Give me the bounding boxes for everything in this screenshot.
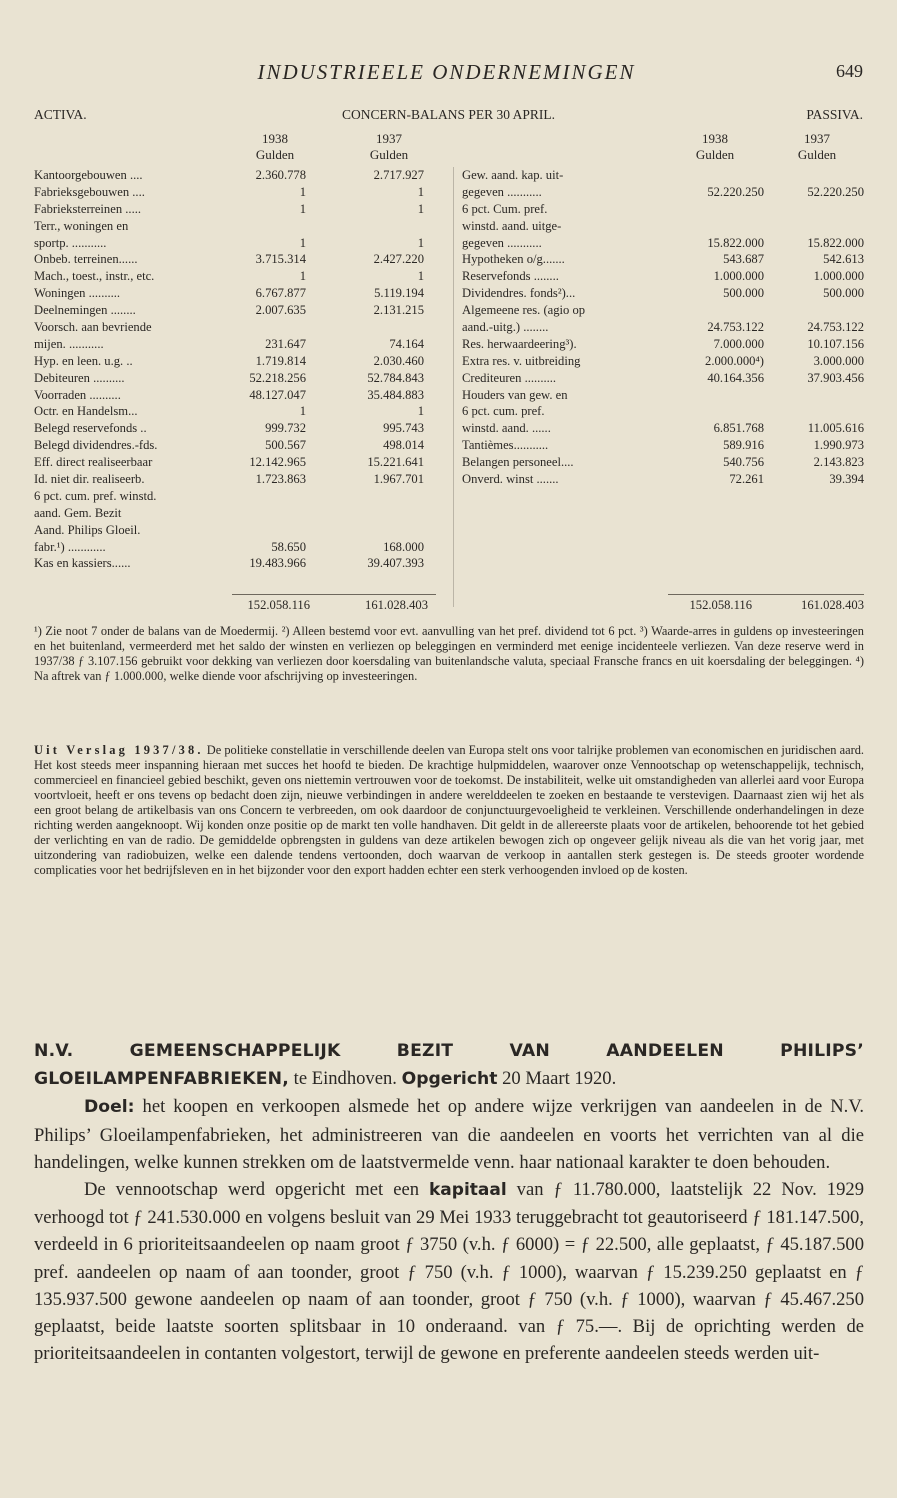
activa-total-rule xyxy=(232,594,436,595)
value-1937: 498.014 xyxy=(383,438,424,453)
activa-row xyxy=(34,370,440,387)
value-1937: 15.822.000 xyxy=(807,235,864,250)
passiva-row xyxy=(462,336,864,353)
value-1938: 52.220.250 xyxy=(707,184,764,199)
activa-row xyxy=(34,403,440,420)
balance-title: CONCERN-BALANS PER 30 APRIL. xyxy=(341,107,556,122)
row-label: 6 pct. cum. pref. winstd. xyxy=(34,488,157,503)
row-label: Gew. aand. kap. uit- xyxy=(462,168,564,182)
row-label: fabr.¹) ............ xyxy=(34,539,106,554)
row-label: Id. niet dir. realiseerb. xyxy=(34,472,145,487)
doel-text: het koopen en verkoopen alsmede het op andere wijze verkrijgen van aandeelen in de N.V. Philips’ Gloeilampenfabrieken, het administreeren van die aandeelen en voorts het verrichten van al die handelingen, welke kunnen strekken om de laatstvermelde venn. haar nationaal karakter te doen behouden. xyxy=(34,1096,864,1173)
value-1937: 37.903.456 xyxy=(807,370,864,385)
passiva-row xyxy=(462,184,864,201)
activa-row xyxy=(34,201,440,218)
activa-col-1937-header xyxy=(354,131,424,163)
capital-text: van ƒ 11.780.000, laatstelijk 22 Nov. 1929 verhoogd tot ƒ 241.530.000 en volgens besluit van 29 Mei 1933 teruggebracht tot geautoriseerd ƒ 181.147.500, verdeeld in 6 prioriteitsaandeelen op naam groot ƒ 3750 (v.h. ƒ 6000) = ƒ 22.500, alle geplaatst, ƒ 45.187.500 pref. aandeelen op naam of aan toonder, groot ƒ 750 (v.h. ƒ 1000), waarvan ƒ 15.239.250 geplaatst en ƒ 135.937.500 gewone aandeelen op naam of aan toonder, groot ƒ 750 (v.h. ƒ 1000), waarvan ƒ 45.467.250 geplaatst, beide laatste soorten splitsbaar in 10 onderaand. van ƒ 75.—. Bij de oprichting werden de prioriteitsaandeelen in contanten volgestort, terwijl de gewone en preferente aandeelen steeds werden uit- xyxy=(34,1179,864,1365)
founded-label: Opgericht xyxy=(401,1069,498,1090)
row-label: sportp. ........... xyxy=(34,235,107,250)
row-label: mijen. ........... xyxy=(34,336,104,351)
value-1938: 3.715.314 xyxy=(255,252,306,267)
company-name: N.V. GEMEENSCHAPPELIJK BEZIT VAN AANDEELEN PHILIPS’ GLOEILAMPENFABRIEKEN, xyxy=(34,1041,864,1090)
activa-label: ACTIVA. xyxy=(34,107,87,122)
passiva-row xyxy=(462,437,864,454)
annual-report-excerpt xyxy=(34,743,864,878)
value-1938: 1.723.863 xyxy=(255,472,306,487)
capital-paragraph xyxy=(34,1176,864,1367)
value-1937: 3.000.000 xyxy=(813,353,864,368)
row-label: 6 pct. Cum. pref. xyxy=(462,201,548,216)
activa-row xyxy=(34,387,440,404)
value-1937: 2.143.823 xyxy=(813,455,864,470)
activa-row xyxy=(34,555,440,572)
value-1938: 1.719.814 xyxy=(255,353,306,368)
row-label: Terr., woningen en xyxy=(34,218,129,233)
value-1937: 542.613 xyxy=(823,252,864,267)
value-1938: 1 xyxy=(299,269,306,284)
activa-row xyxy=(34,285,440,302)
row-label: Hyp. en leen. u.g. .. xyxy=(34,353,133,368)
row-label: Dividendres. fonds²)... xyxy=(462,286,576,301)
doel-label: Doel: xyxy=(84,1097,135,1118)
value-1938: 48.127.047 xyxy=(249,387,306,402)
passiva-row xyxy=(462,454,864,471)
passiva-row xyxy=(462,167,864,184)
doel-paragraph xyxy=(34,1093,864,1176)
column-divider xyxy=(453,167,454,607)
value-1938: 1 xyxy=(299,404,306,419)
row-label: gegeven ........... xyxy=(462,184,542,199)
year-label: 1938 xyxy=(262,131,288,146)
row-label: 6 pct. cum. pref. xyxy=(462,404,545,419)
value-1937: 2.717.927 xyxy=(373,168,424,182)
row-label: aand. Gem. Bezit xyxy=(34,505,122,520)
value-1937: 1.967.701 xyxy=(373,472,424,487)
row-label: Eff. direct realiseerbaar xyxy=(34,455,153,470)
value-1938: 540.756 xyxy=(723,455,764,470)
value-1938: 72.261 xyxy=(729,472,764,487)
founded-date: 20 Maart 1920. xyxy=(497,1068,617,1090)
passiva-total-1938: 152.058.116 xyxy=(689,598,752,612)
passiva-row xyxy=(462,471,864,488)
activa-row xyxy=(34,167,440,184)
activa-row xyxy=(34,539,440,556)
value-1937: 1.000.000 xyxy=(813,269,864,284)
passiva-row xyxy=(462,235,864,252)
value-1937: 1 xyxy=(417,404,424,419)
value-1938: 12.142.965 xyxy=(249,455,306,470)
row-label: Houders van gew. en xyxy=(462,387,568,402)
row-label: Tantièmes........... xyxy=(462,438,549,453)
value-1938: 1 xyxy=(299,201,306,216)
value-1937: 15.221.641 xyxy=(367,455,424,470)
balance-caption xyxy=(34,107,863,125)
value-1938: 543.687 xyxy=(723,252,764,267)
row-label: Crediteuren .......... xyxy=(462,370,557,385)
year-label: 1937 xyxy=(804,131,830,146)
passiva-row xyxy=(462,353,864,370)
value-1937: 5.119.194 xyxy=(374,286,424,301)
value-1937: 35.484.883 xyxy=(367,387,424,402)
activa-row xyxy=(34,336,440,353)
value-1937: 168.000 xyxy=(383,539,424,554)
activa-row xyxy=(34,505,440,522)
activa-row xyxy=(34,235,440,252)
capital-intro: De vennootschap werd opgericht met een xyxy=(84,1179,429,1201)
row-label: Algemeene res. (agio op xyxy=(462,303,586,318)
value-1937: 1.990.973 xyxy=(813,438,864,453)
row-label: Voorsch. aan bevriende xyxy=(34,320,152,335)
row-label: Kantoorgebouwen .... xyxy=(34,168,143,182)
report-text: De politieke constellatie in verschillende deelen van Europa stelt ons voor talrijke problemen van economischen en juridischen aard. Het kost steeds meer inspanning hieraan met succes het hoofd te bieden. De krachtige hulpmiddelen, waarover onze Vennootschap op wetenschappelijk, technisch, commercieel en financieel gebied beschikt, geven ons niettemin vertrouwen voor de toekomst. De instabiliteit, welke uit omstandigheden van allerlei aard voor Europa voortvloeit, heeft er ons tevens op bedacht doen zijn, nieuwe verbindingen in andere werelddeelen te zoeken en bestaande te verstevigen. Daarnaast zien wij het als een groot belang de artikelbasis van ons Concern te verbreeden, om ook daardoor de conjunctuurgevoeligheid te verkleinen. Verschillende onderhandelingen in deze richting werden aangeknoopt. Wij konden onze positie op de markt ten volle handhaven. Dit geldt in de allereerste plaats voor de artikelen, behoorende tot het gebied der verlichting en van de radio. De gemiddelde opbrengsten in guldens van deze artikelen bewogen zich op ongeveer gelijk niveau als die van het vorig jaar, met uitzondering van radiobuizen, welke een dalende tendens vertoonden, doch waarvan de verkoop in aantallen sterk gestegen is. De steeds grooter wordende complicaties voor het bedrijfsleven en in het bijzonder voor den export hadden echter een sterk verhoogenden invloed op de kosten. xyxy=(34,743,864,878)
activa-total-1938: 152.058.116 xyxy=(247,598,310,612)
value-1937: 2.030.460 xyxy=(373,353,424,368)
passiva-row xyxy=(462,302,864,319)
unit-label: Gulden xyxy=(369,147,409,162)
activa-row xyxy=(34,488,440,505)
row-label: Aand. Philips Gloeil. xyxy=(34,522,141,537)
value-1938: 500.567 xyxy=(265,438,306,453)
row-label: Belegd dividendres.-fds. xyxy=(34,438,158,453)
passiva-row xyxy=(462,201,864,218)
activa-row xyxy=(34,302,440,319)
company-entry xyxy=(34,1037,864,1367)
value-1937: 39.394 xyxy=(829,472,864,487)
passiva-row xyxy=(462,370,864,387)
company-location: te Eindhoven. xyxy=(289,1068,402,1090)
activa-row xyxy=(34,437,440,454)
row-label: Mach., toest., instr., etc. xyxy=(34,269,155,284)
value-1937: 995.743 xyxy=(383,421,424,436)
value-1937: 11.005.616 xyxy=(807,421,864,436)
value-1937: 1 xyxy=(417,235,424,250)
activa-row xyxy=(34,353,440,370)
activa-row xyxy=(34,319,440,336)
passiva-row xyxy=(462,387,864,404)
balance-footnotes: ¹) Zie noot 7 onder de balans van de Moedermij. ²) Alleen bestemd voor evt. aanvulling van het pref. dividend tot 6 pct. ³) Waarde-arres in guldens op investeeringen en het buitenland, vermeerderd met het saldo der winsten en verliezen op beleggingen en verminderd met eenige incidenteele verliezen. Van deze reserve werd in 1937/38 ƒ 3.107.156 gebruikt voor dekking van verliezen door koersdaling van buitenlandsche valuta, speciaal Fransche francs en uit koersdaling der beleggingen. ⁴) Na aftrek van ƒ 1.000.000, welke diende voor afschrijving op investeeringen. xyxy=(34,624,864,683)
activa-row xyxy=(34,268,440,285)
value-1938: 52.218.256 xyxy=(249,370,306,385)
activa-row xyxy=(34,454,440,471)
unit-label: Gulden xyxy=(255,147,295,162)
passiva-row xyxy=(462,403,864,420)
activa-row xyxy=(34,471,440,488)
row-label: Hypotheken o/g....... xyxy=(462,252,565,267)
value-1938: 2.007.635 xyxy=(255,303,306,318)
value-1938: 58.650 xyxy=(271,539,306,554)
activa-list xyxy=(34,167,440,572)
value-1938: 500.000 xyxy=(723,286,764,301)
passiva-row xyxy=(462,268,864,285)
activa-row xyxy=(34,251,440,268)
value-1938: 589.916 xyxy=(723,438,764,453)
row-label: Belegd reservefonds .. xyxy=(34,421,147,436)
value-1937: 1 xyxy=(417,269,424,284)
passiva-row xyxy=(462,319,864,336)
activa-col-1938-header xyxy=(240,131,310,163)
activa-row xyxy=(34,522,440,539)
value-1938: 40.164.356 xyxy=(707,370,764,385)
running-header xyxy=(30,60,863,86)
activa-row xyxy=(34,184,440,201)
value-1937: 52.784.843 xyxy=(367,370,424,385)
row-label: Deelnemingen ........ xyxy=(34,303,136,318)
row-label: Debiteuren .......... xyxy=(34,370,125,385)
activa-row xyxy=(34,218,440,235)
value-1938: 999.732 xyxy=(265,421,306,436)
company-header-paragraph xyxy=(34,1037,864,1093)
passiva-row xyxy=(462,218,864,235)
value-1938: 19.483.966 xyxy=(249,556,306,571)
row-label: Octr. en Handelsm... xyxy=(34,404,138,419)
unit-label: Gulden xyxy=(695,147,735,162)
unit-label: Gulden xyxy=(797,147,837,162)
row-label: gegeven ........... xyxy=(462,235,542,250)
page-number: 649 xyxy=(836,61,863,81)
activa-total-1937: 161.028.403 xyxy=(365,598,428,612)
activa-row xyxy=(34,420,440,437)
row-label: Belangen personeel.... xyxy=(462,455,574,470)
passiva-label: PASSIVA. xyxy=(806,107,863,122)
passiva-total-1937: 161.028.403 xyxy=(801,598,864,612)
year-label: 1938 xyxy=(702,131,728,146)
row-label: Onverd. winst ....... xyxy=(462,472,559,487)
value-1937: 500.000 xyxy=(823,286,864,301)
value-1938: 1 xyxy=(299,184,306,199)
value-1938: 1 xyxy=(299,235,306,250)
value-1938: 2.000.000⁴) xyxy=(705,353,764,368)
capital-label: kapitaal xyxy=(429,1180,507,1201)
value-1938: 15.822.000 xyxy=(707,235,764,250)
row-label: winstd. aand. ...... xyxy=(462,421,551,436)
row-label: Woningen .......... xyxy=(34,286,121,301)
value-1938: 7.000.000 xyxy=(713,336,764,351)
value-1937: 52.220.250 xyxy=(807,184,864,199)
value-1938: 1.000.000 xyxy=(713,269,764,284)
header-title: INDUSTRIEELE ONDERNEMINGEN xyxy=(257,60,636,84)
row-label: winstd. aand. uitge- xyxy=(462,218,562,233)
value-1938: 24.753.122 xyxy=(707,320,764,335)
passiva-row xyxy=(462,420,864,437)
value-1937: 24.753.122 xyxy=(807,320,864,335)
row-label: Onbeb. terreinen...... xyxy=(34,252,138,267)
value-1937: 1 xyxy=(417,184,424,199)
value-1938: 231.647 xyxy=(265,336,306,351)
row-label: Voorraden .......... xyxy=(34,387,121,402)
value-1937: 10.107.156 xyxy=(807,336,864,351)
value-1937: 39.407.393 xyxy=(367,556,424,571)
row-label: Extra res. v. uitbreiding xyxy=(462,353,581,368)
passiva-total-rule xyxy=(668,594,864,595)
value-1938: 2.360.778 xyxy=(255,168,306,182)
row-label: Reservefonds ........ xyxy=(462,269,559,284)
year-label: 1937 xyxy=(376,131,402,146)
balance-table xyxy=(34,167,864,627)
passiva-row xyxy=(462,251,864,268)
passiva-row xyxy=(462,285,864,302)
value-1937: 1 xyxy=(417,201,424,216)
passiva-list xyxy=(462,167,864,488)
row-label: Res. herwaardeering³). xyxy=(462,336,577,351)
report-heading: Uit Verslag 1937/38. xyxy=(34,743,204,757)
value-1937: 74.164 xyxy=(389,336,424,351)
row-label: Kas en kassiers...... xyxy=(34,556,131,571)
row-label: Fabrieksterreinen ..... xyxy=(34,201,142,216)
row-label: aand.-uitg.) ........ xyxy=(462,320,549,335)
value-1937: 2.427.220 xyxy=(373,252,424,267)
passiva-col-1937-header xyxy=(782,131,852,163)
row-label: Fabrieksgebouwen .... xyxy=(34,184,145,199)
passiva-col-1938-header xyxy=(680,131,750,163)
value-1937: 2.131.215 xyxy=(373,303,424,318)
value-1938: 6.851.768 xyxy=(713,421,764,436)
value-1938: 6.767.877 xyxy=(255,286,306,301)
